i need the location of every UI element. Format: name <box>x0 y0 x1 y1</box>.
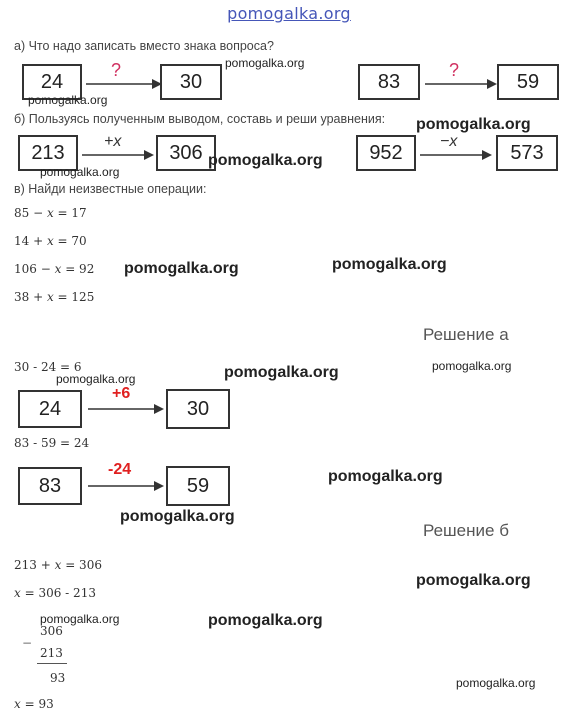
solution-b-eq-1-right: = 306 <box>61 558 102 572</box>
diagram-b2-arrow-icon <box>420 149 492 161</box>
watermark-text: pomogalka.org <box>28 93 108 107</box>
diagram-b2-to-value: 573 <box>510 141 544 164</box>
diagram-a2-from-value: 83 <box>377 70 401 93</box>
equation-2 <box>14 234 87 248</box>
diagram-a2-to-box <box>497 64 559 100</box>
diagram-a1-to-box <box>160 64 222 100</box>
diagram-b2-to-box <box>496 135 558 171</box>
column-top-number: 306 <box>40 624 63 638</box>
diagram-a2-op-label: ? <box>449 60 460 80</box>
equation-2-left: 14 + <box>14 234 47 248</box>
equation-2-var: x <box>46 234 54 248</box>
solution-a-d2-from-value: 83 <box>38 474 62 497</box>
diagram-a1-to-value: 30 <box>179 70 203 93</box>
site-title-link[interactable]: pomogalka.org <box>227 4 351 23</box>
solution-a-d1-to-box <box>166 389 230 429</box>
equation-1-var: x <box>46 206 54 220</box>
solution-a-heading: Решение а <box>423 325 509 344</box>
watermark-text: pomogalka.org <box>208 152 323 169</box>
watermark-text: pomogalka.org <box>456 676 536 690</box>
diagram-b2-from-value: 952 <box>369 141 403 164</box>
watermark-text: pomogalka.org <box>332 256 447 273</box>
solution-a-d2-op-label: -24 <box>108 461 132 478</box>
diagram-a2-from-box <box>358 64 420 100</box>
diagram-b1-from-value: 213 <box>31 141 65 164</box>
solution-b-eq-2-right: = 306 - 213 <box>20 586 96 600</box>
solution-b-eq-2-var: x <box>14 586 21 600</box>
watermark-text: pomogalka.org <box>40 165 120 179</box>
solution-a-d1-arrow-icon <box>88 403 164 415</box>
solution-a-d2-to-value: 59 <box>186 474 210 497</box>
equation-1 <box>14 206 87 220</box>
equation-1-left: 85 − <box>14 206 47 220</box>
diagram-b2-from-box <box>356 135 416 171</box>
solution-b-answer-right: = 93 <box>20 697 54 711</box>
task-c-question: в) Найди неизвестные операции: <box>14 182 207 196</box>
watermark-text: pomogalka.org <box>416 116 531 133</box>
equation-2-right: = 70 <box>53 234 87 248</box>
column-result-number: 93 <box>50 671 66 685</box>
equation-4-var: x <box>46 290 54 304</box>
solution-b-eq-1 <box>14 558 102 572</box>
diagram-a1-from-value: 24 <box>40 70 64 93</box>
column-bottom-number: 213 <box>40 646 63 660</box>
watermark-text: pomogalka.org <box>432 359 512 373</box>
diagram-b2-op-label: −x <box>440 133 458 150</box>
watermark-text: pomogalka.org <box>416 572 531 589</box>
solution-a-d2-to-box <box>166 466 230 506</box>
watermark-text: pomogalka.org <box>120 508 235 525</box>
watermark-text: pomogalka.org <box>224 364 339 381</box>
solution-b-answer-var: x <box>14 697 21 711</box>
equation-3-var: x <box>54 262 62 276</box>
diagram-b1-to-value: 306 <box>169 141 203 164</box>
solution-b-eq-1-var: x <box>54 558 62 572</box>
solution-b-eq-1-left: 213 + <box>14 558 55 572</box>
watermark-text: pomogalka.org <box>208 612 323 629</box>
equation-3-right: = 92 <box>61 262 95 276</box>
solution-b-heading: Решение б <box>423 521 509 540</box>
equation-3-left: 106 − <box>14 262 55 276</box>
solution-a-d1-from-box <box>18 390 82 428</box>
solution-b-eq-2 <box>14 586 96 600</box>
watermark-text: pomogalka.org <box>328 468 443 485</box>
solution-b-answer <box>14 697 54 711</box>
column-divider-line <box>37 663 67 664</box>
solution-a-line-2: 83 - 59 = 24 <box>14 436 90 450</box>
solution-a-d1-op-label: +6 <box>112 385 131 402</box>
solution-a-d2-from-box <box>18 467 82 505</box>
watermark-text: pomogalka.org <box>56 372 136 386</box>
solution-a-d2-arrow-icon <box>88 480 164 492</box>
equation-4 <box>14 290 94 304</box>
diagram-a2-arrow-icon <box>425 78 497 90</box>
watermark-text: pomogalka.org <box>225 56 305 70</box>
column-minus-sign: − <box>22 636 33 650</box>
diagram-a2-to-value: 59 <box>516 70 540 93</box>
solution-a-d1-to-value: 30 <box>186 397 210 420</box>
watermark-text: pomogalka.org <box>40 612 120 626</box>
solution-a-line-1: 30 - 24 = 6 <box>14 360 82 374</box>
equation-3 <box>14 262 94 276</box>
equation-4-right: = 125 <box>53 290 95 304</box>
solution-a-d1-from-value: 24 <box>38 397 62 420</box>
diagram-a1-op-label: ? <box>111 60 122 80</box>
diagram-b1-to-box <box>156 135 216 171</box>
diagram-b1-op-label: +x <box>104 133 122 150</box>
equation-1-right: = 17 <box>53 206 87 220</box>
diagram-b1-arrow-icon <box>82 149 154 161</box>
diagram-a1-arrow-icon <box>86 78 162 90</box>
task-b-question: б) Пользуясь полученным выводом, составь и реши уравнения: <box>14 112 386 126</box>
task-a-question: а) Что надо записать вместо знака вопроса? <box>14 39 274 53</box>
watermark-text: pomogalka.org <box>124 260 239 277</box>
equation-4-left: 38 + <box>14 290 47 304</box>
